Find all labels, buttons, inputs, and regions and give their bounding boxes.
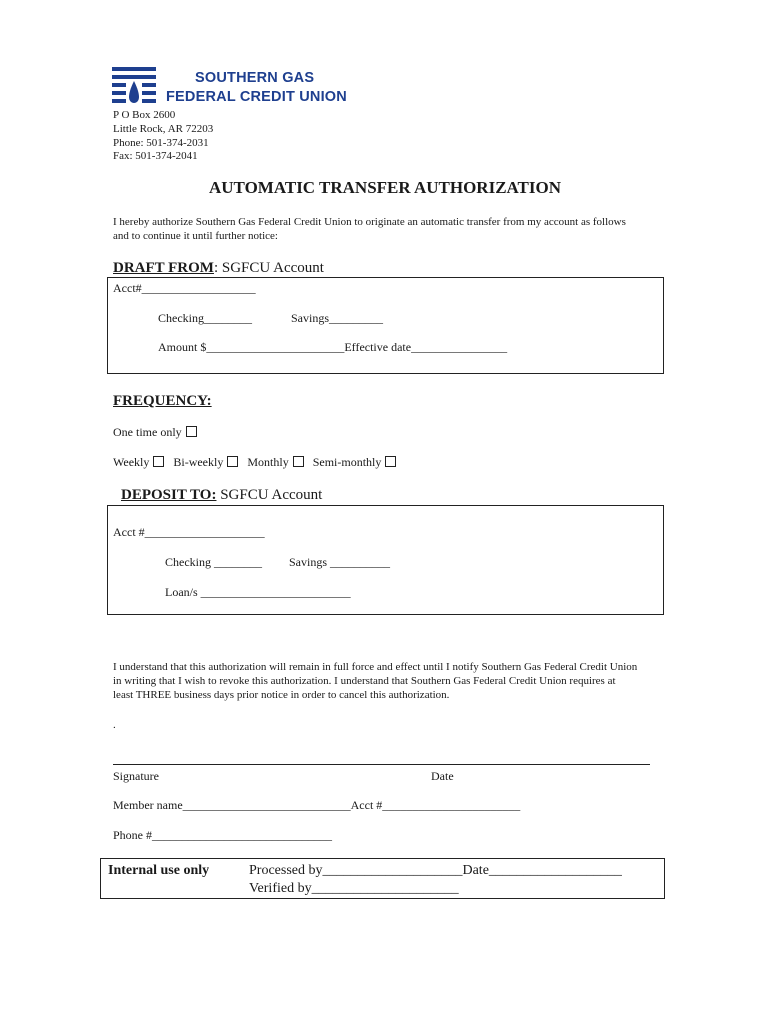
address-line1: P O Box 2600 — [113, 109, 176, 121]
flame-bars-logo-icon — [112, 67, 156, 105]
frequency-options — [113, 455, 402, 470]
terms-line3: least THREE business days prior notice in order to cancel this authorization. — [113, 689, 450, 701]
address-phone: Phone: 501-374-2031 — [113, 137, 209, 149]
member-acct-field[interactable]: Member name____________________________Acct #_______________________ — [113, 798, 521, 812]
monthly-label: Monthly — [247, 455, 289, 469]
deposit-to-label: DEPOSIT TO: — [121, 487, 217, 503]
semimonthly-label: Semi-monthly — [312, 455, 382, 469]
draft-from-suffix: : SGFCU Account — [213, 260, 324, 276]
internal-use-label: Internal use only — [108, 863, 210, 878]
logo-name-line2: FEDERAL CREDIT UNION — [166, 89, 347, 105]
intro-line2: and to continue it until further notice: — [113, 230, 278, 242]
one-time-checkbox[interactable] — [186, 426, 197, 437]
verified-by-field[interactable]: Verified by_____________________ — [249, 881, 459, 896]
phone-field[interactable]: Phone #______________________________ — [113, 828, 332, 842]
biweekly-label: Bi-weekly — [173, 455, 224, 469]
terms-line1: I understand that this authorization will remain in full force and effect until I notify Southern Gas Federal Credit Union — [113, 661, 638, 673]
deposit-checking-field[interactable]: Checking ________ — [165, 555, 262, 569]
logo-name-line1: SOUTHERN GAS — [195, 70, 315, 86]
draft-amount-field[interactable]: Amount $_______________________Effective date________________ — [158, 340, 508, 354]
weekly-label: Weekly — [113, 455, 150, 469]
deposit-to-heading — [121, 487, 322, 504]
intro-line1: I hereby authorize Southern Gas Federal Credit Union to originate an automatic transfer from my account as follows — [113, 216, 626, 228]
address-line2: Little Rock, AR 72203 — [113, 123, 214, 135]
terms-line2: in writing that I wish to revoke this authorization. I understand that Southern Gas Federal Credit Union requires at — [113, 675, 616, 687]
deposit-savings-field[interactable]: Savings __________ — [289, 555, 391, 569]
semimonthly-checkbox[interactable] — [385, 456, 396, 467]
draft-checking-field[interactable]: Checking________ — [158, 311, 252, 325]
draft-from-heading — [113, 260, 324, 277]
processed-by-field[interactable]: Processed by____________________Date___________________ — [249, 863, 622, 878]
deposit-loans-field[interactable]: Loan/s _________________________ — [165, 585, 351, 599]
date-label: Date — [431, 769, 454, 783]
deposit-to-suffix: SGFCU Account — [216, 487, 323, 503]
stray-dot: . — [113, 719, 116, 731]
monthly-checkbox[interactable] — [293, 456, 304, 467]
weekly-checkbox[interactable] — [153, 456, 164, 467]
one-time-label: One time only — [113, 425, 182, 439]
address-fax: Fax: 501-374-2041 — [113, 150, 198, 162]
signature-line[interactable] — [113, 764, 650, 765]
draft-acct-field[interactable]: Acct#___________________ — [113, 281, 256, 295]
page-title: AUTOMATIC TRANSFER AUTHORIZATION — [208, 178, 562, 197]
draft-from-label: DRAFT FROM — [113, 260, 214, 276]
deposit-acct-field[interactable]: Acct #____________________ — [113, 525, 265, 539]
biweekly-checkbox[interactable] — [227, 456, 238, 467]
signature-label: Signature — [113, 769, 159, 783]
frequency-one-time — [113, 425, 203, 440]
draft-savings-field[interactable]: Savings_________ — [291, 311, 384, 325]
frequency-heading: FREQUENCY: — [113, 393, 212, 409]
